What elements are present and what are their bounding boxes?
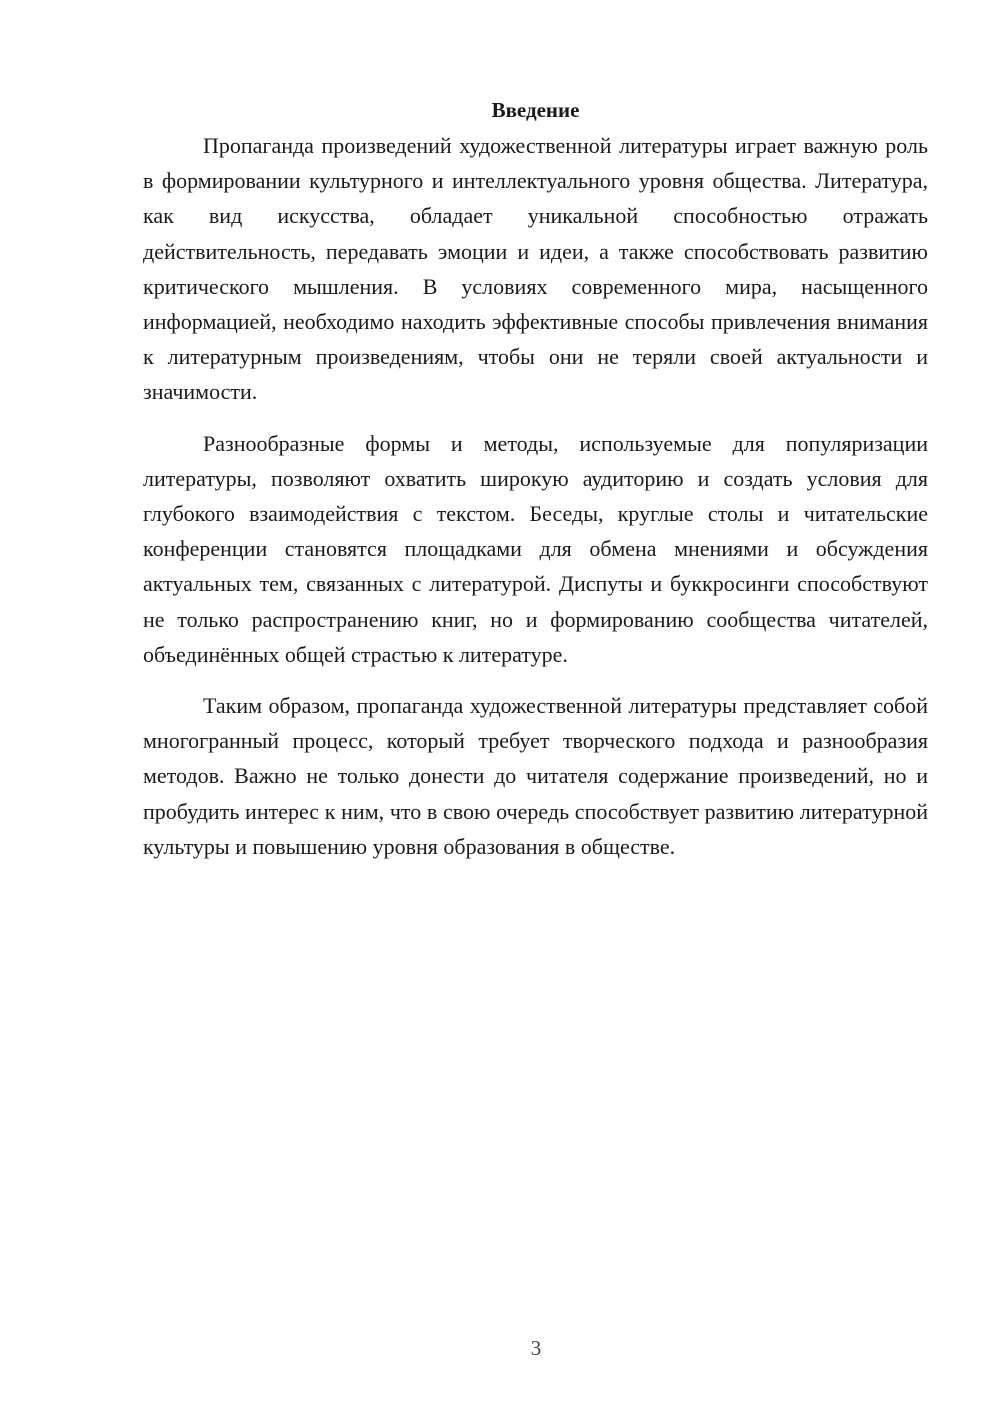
page-content xyxy=(143,93,928,880)
section-heading: Введение xyxy=(491,98,580,122)
paragraph-2: Разнообразные формы и методы, используемые для популяризации литературы, позволяют охватить широкую аудиторию и создать условия для глубокого взаимодействия с текстом. Беседы, круглые столы и читательские конференции становятся площадками для обмена мнениями и обсуждения актуальных тем, связанных с литературой. Диспуты и буккросинги способствуют не только распространению книг, но и формированию сообщества читателей, объединённых общей страстью к литературе. xyxy=(143,430,928,667)
page-number: 3 xyxy=(530,1336,542,1360)
paragraph-3: Таким образом, пропаганда художественной литературы представляет собой многогранный процесс, который требует творческого подхода и разнообразия методов. Важно не только донести до читателя содержание произведений, но и пробудить интерес к ним, что в свою очередь способствует развитию литературной культуры и повышению уровня образования в обществе. xyxy=(143,693,928,859)
paragraph-1: Пропаганда произведений художественной литературы играет важную роль в формировании культурного и интеллектуального уровня общества. Литература, как вид искусства, обладает уникальной способностью отражать действительность, передавать эмоции и идеи, а также способствовать развитию критического мышления. В условиях современного мира, насыщенного информацией, необходимо находить эффективные способы привлечения внимания к литературным произведениям, чтобы они не теряли своей актуальности и значимости. xyxy=(143,133,928,405)
